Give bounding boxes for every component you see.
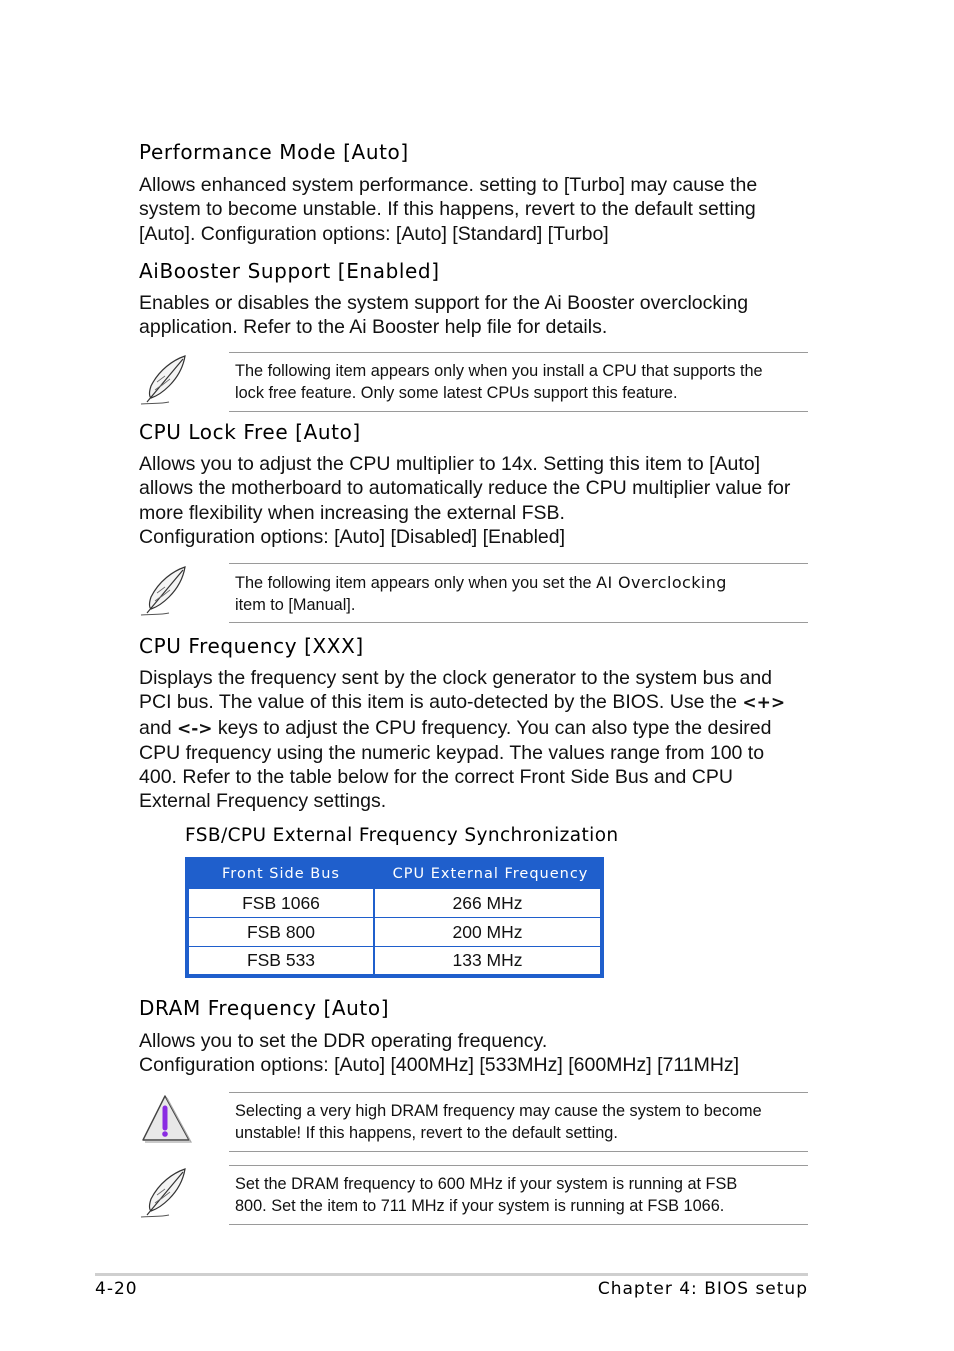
- text-line: [Auto]. Configuration options: [Auto] [Standard] [Turbo]: [139, 222, 609, 245]
- text-line: [235, 572, 810, 595]
- note-text: [235, 572, 810, 616]
- text-line: application. Refer to the Ai Booster help file for details.: [139, 316, 608, 339]
- table-cell: FSB 533: [246, 950, 316, 970]
- ai-overclocking-keyword: AI Overclocking: [596, 573, 727, 592]
- cpu-frequency-description: [139, 666, 819, 814]
- table-title: FSB/CPU External Frequency Synchronization: [185, 825, 619, 846]
- dram-frequency-description: [139, 1029, 819, 1078]
- text-line: Set the DRAM frequency to 600 MHz if your system is running at FSB: [235, 1175, 738, 1193]
- cpu-lock-free-description: [139, 452, 819, 549]
- heading-performance-mode: Performance Mode [Auto]: [139, 140, 409, 164]
- text-line: more flexibility when increasing the external FSB.: [139, 501, 565, 524]
- text-line: Configuration options: [Auto] [400MHz] [533MHz] [600MHz] [711MHz]: [139, 1054, 740, 1077]
- heading-aibooster-support: AiBooster Support [Enabled]: [139, 259, 440, 283]
- table-row: [189, 946, 600, 974]
- plus-key: <+>: [742, 693, 786, 714]
- heading-cpu-lock-free: CPU Lock Free [Auto]: [139, 420, 361, 444]
- text-line: The following item appears only when you install a CPU that supports the: [235, 362, 763, 380]
- text-line: External Frequency settings.: [139, 790, 387, 813]
- page-number: 4-20: [95, 1279, 138, 1299]
- text-line: Allows you to adjust the CPU multiplier to 14x. Setting this item to [Auto]: [139, 453, 761, 475]
- table-cell: 200 MHz: [452, 922, 523, 942]
- note-prefix: The following item appears only when you set the: [235, 574, 597, 592]
- text-line: allows the motherboard to automatically reduce the CPU multiplier value for: [139, 477, 791, 500]
- text-line: Allows you to set the DDR operating frequency.: [139, 1030, 548, 1052]
- caution-dram-frequency: [229, 1092, 808, 1152]
- text-line: 400. Refer to the table below for the correct Front Side Bus and CPU: [139, 766, 733, 789]
- table-row: [189, 889, 600, 918]
- feather-pen-icon: [137, 1165, 193, 1221]
- note-lock-free: [229, 352, 808, 412]
- column-header-cpu-ext-freq: CPU External Frequency: [392, 866, 589, 882]
- table-cell: 266 MHz: [452, 893, 523, 913]
- note-dram-fsb: [229, 1165, 808, 1225]
- table-cell: FSB 800: [246, 922, 316, 942]
- text-line: [139, 716, 819, 741]
- fsb-frequency-table: [185, 857, 604, 978]
- text-line: CPU frequency using the numeric keypad. The values range from 100 to: [139, 741, 765, 764]
- text-line: lock free feature. Only some latest CPUs support this feature.: [235, 383, 678, 402]
- note-text: [235, 361, 810, 404]
- note-ai-overclocking: [229, 563, 808, 623]
- text-line: Configuration options: [Auto] [Disabled] [Enabled]: [139, 525, 566, 548]
- chapter-title: Chapter 4: BIOS setup: [597, 1279, 808, 1299]
- text-line: [139, 690, 819, 715]
- table-cell: FSB 1066: [242, 893, 320, 913]
- minus-key: <->: [176, 718, 213, 739]
- table-body: [189, 889, 600, 974]
- table-cell: 133 MHz: [452, 950, 523, 970]
- text-line: Enables or disables the system support for the Ai Booster overclocking: [139, 292, 749, 314]
- heading-cpu-frequency: CPU Frequency [XXX]: [139, 634, 364, 658]
- caution-text: [235, 1101, 810, 1144]
- feather-pen-icon: [137, 352, 193, 408]
- aibooster-description: [139, 291, 819, 340]
- table-header: [185, 857, 604, 889]
- feather-pen-icon: [137, 563, 193, 619]
- text-line: Allows enhanced system performance. setting to [Turbo] may cause the: [139, 174, 758, 196]
- note-text: [235, 1174, 810, 1217]
- performance-mode-description: [139, 173, 819, 246]
- heading-dram-frequency: DRAM Frequency [Auto]: [139, 996, 390, 1020]
- footer-rule: [95, 1273, 808, 1276]
- text-line: unstable! If this happens, revert to the default setting.: [235, 1123, 618, 1142]
- text-line: 800. Set the item to 711 MHz if your system is running at FSB 1066.: [235, 1196, 725, 1215]
- text-line: Selecting a very high DRAM frequency may cause the system to become: [235, 1102, 762, 1120]
- warning-triangle-icon: [137, 1092, 193, 1148]
- text-line: system to become unstable. If this happens, revert to the default setting: [139, 198, 756, 221]
- text-line: item to [Manual].: [235, 595, 356, 614]
- text-line: Displays the frequency sent by the clock generator to the system bus and: [139, 667, 773, 689]
- text-span: PCI bus. The value of this item is auto-detected by the BIOS. Use the: [139, 691, 743, 714]
- text-span: and: [139, 716, 177, 739]
- table-row: [189, 918, 600, 947]
- column-header-fsb: Front Side Bus: [222, 866, 340, 882]
- text-span: keys to adjust the CPU frequency. You can also type the desired: [212, 716, 772, 739]
